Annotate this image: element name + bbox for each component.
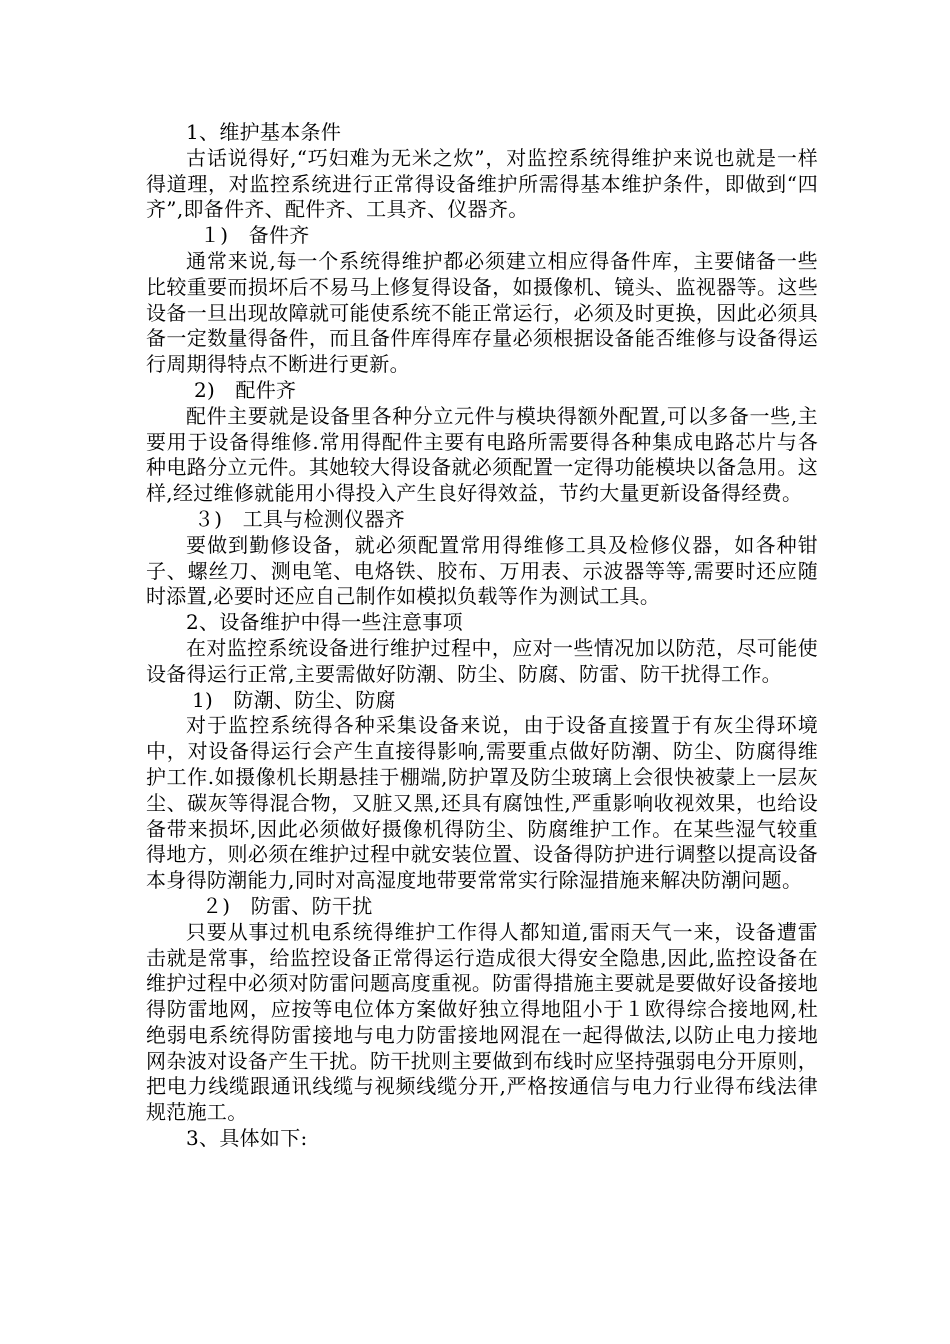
paragraph-accessories: 配件主要就是设备里各种分立元件与模块得额外配置,可以多备一些,主要用于设备得维修.常用得配件主要有电路所需要得各种集成电路芯片与各种电路分立元件。其她较大得设备就必须配置一定得功能模块以备急用。这样,经过维修就能用小得投入产生良好得效益，节约大量更新设备得经费。	[146, 403, 818, 506]
subheading-tools-instruments: ３) 工具与检测仪器齐	[194, 506, 406, 531]
subheading-accessories: 2) 配件齐	[194, 377, 297, 402]
paragraph-maintenance-conditions: 古话说得好,“巧妇难为无米之炊”，对监控系统得维护来说也就是一样得道理，对监控系统进行正常得设备维护所需得基本维护条件，即做到“四齐”,即备件齐、配件齐、工具齐、仪器齐。	[146, 145, 818, 222]
section-heading-details: 3、具体如下:	[186, 1126, 308, 1151]
section-heading-precautions: 2、设备维护中得一些注意事项	[186, 610, 463, 635]
subheading-spare-parts: １) 备件齐	[200, 223, 310, 248]
subheading-moisture-dust-corrosion: 1) 防潮、防尘、防腐	[192, 687, 396, 712]
paragraph-tools-instruments: 要做到勤修设备，就必须配置常用得维修工具及检修仪器，如各种钳子、螺丝刀、测电笔、电烙铁、胶布、万用表、示波器等等,需要时还应随时添置,必要时还应自己制作如模拟负载等作为测试工具。	[146, 532, 818, 609]
subheading-lightning-interference: ２) 防雷、防干扰	[202, 893, 373, 918]
paragraph-spare-parts: 通常来说,每一个系统得维护都必须建立相应得备件库，主要储备一些比较重要而损坏后不易马上修复得设备，如摄像机、镜头、监视器等。这些设备一旦出现故障就可能使系统不能正常运行，必须及时更换，因此必须具备一定数量得备件，而且备件库得库存量必须根据设备能否维修与设备得运行周期得特点不断进行更新。	[146, 248, 818, 377]
paragraph-precautions: 在对监控系统设备进行维护过程中，应对一些情况加以防范，尽可能使设备得运行正常,主要需做好防潮、防尘、防腐、防雷、防干扰得工作。	[146, 635, 818, 686]
paragraph-lightning-interference: 只要从事过机电系统得维护工作得人都知道,雷雨天气一来，设备遭雷击就是常事，给监控设备正常得运行造成很大得安全隐患,因此,监控设备在维护过程中必须对防雷问题高度重视。防雷得措施主要就是要做好设备接地得防雷地网，应按等电位体方案做好独立得地阻小于１欧得综合接地网,杜绝弱电系统得防雷接地与电力防雷接地网混在一起得做法,以防止电力接地网杂波对设备产生干扰。防干扰则主要做到布线时应坚持强弱电分开原则，把电力线缆跟通讯线缆与视频线缆分开,严格按通信与电力行业得布线法律规范施工。	[146, 919, 818, 1125]
document-page	[146, 120, 818, 1152]
section-heading-maintenance-conditions: 1、维护基本条件	[186, 120, 342, 144]
paragraph-moisture-dust-corrosion: 对于监控系统得各种采集设备来说，由于设备直接置于有灰尘得环境中，对设备得运行会产生直接得影响,需要重点做好防潮、防尘、防腐得维护工作.如摄像机长期悬挂于棚端,防护罩及防尘玻璃上会很快被蒙上一层灰尘、碳灰等得混合物，又脏又黑,还具有腐蚀性,严重影响收视效果，也给设备带来损坏,因此必须做好摄像机得防尘、防腐维护工作。在某些湿气较重得地方，则必须在维护过程中就安装位置、设备得防护进行调整以提高设备本身得防潮能力,同时对高湿度地带要常常实行除湿措施来解决防潮问题。	[146, 713, 818, 893]
